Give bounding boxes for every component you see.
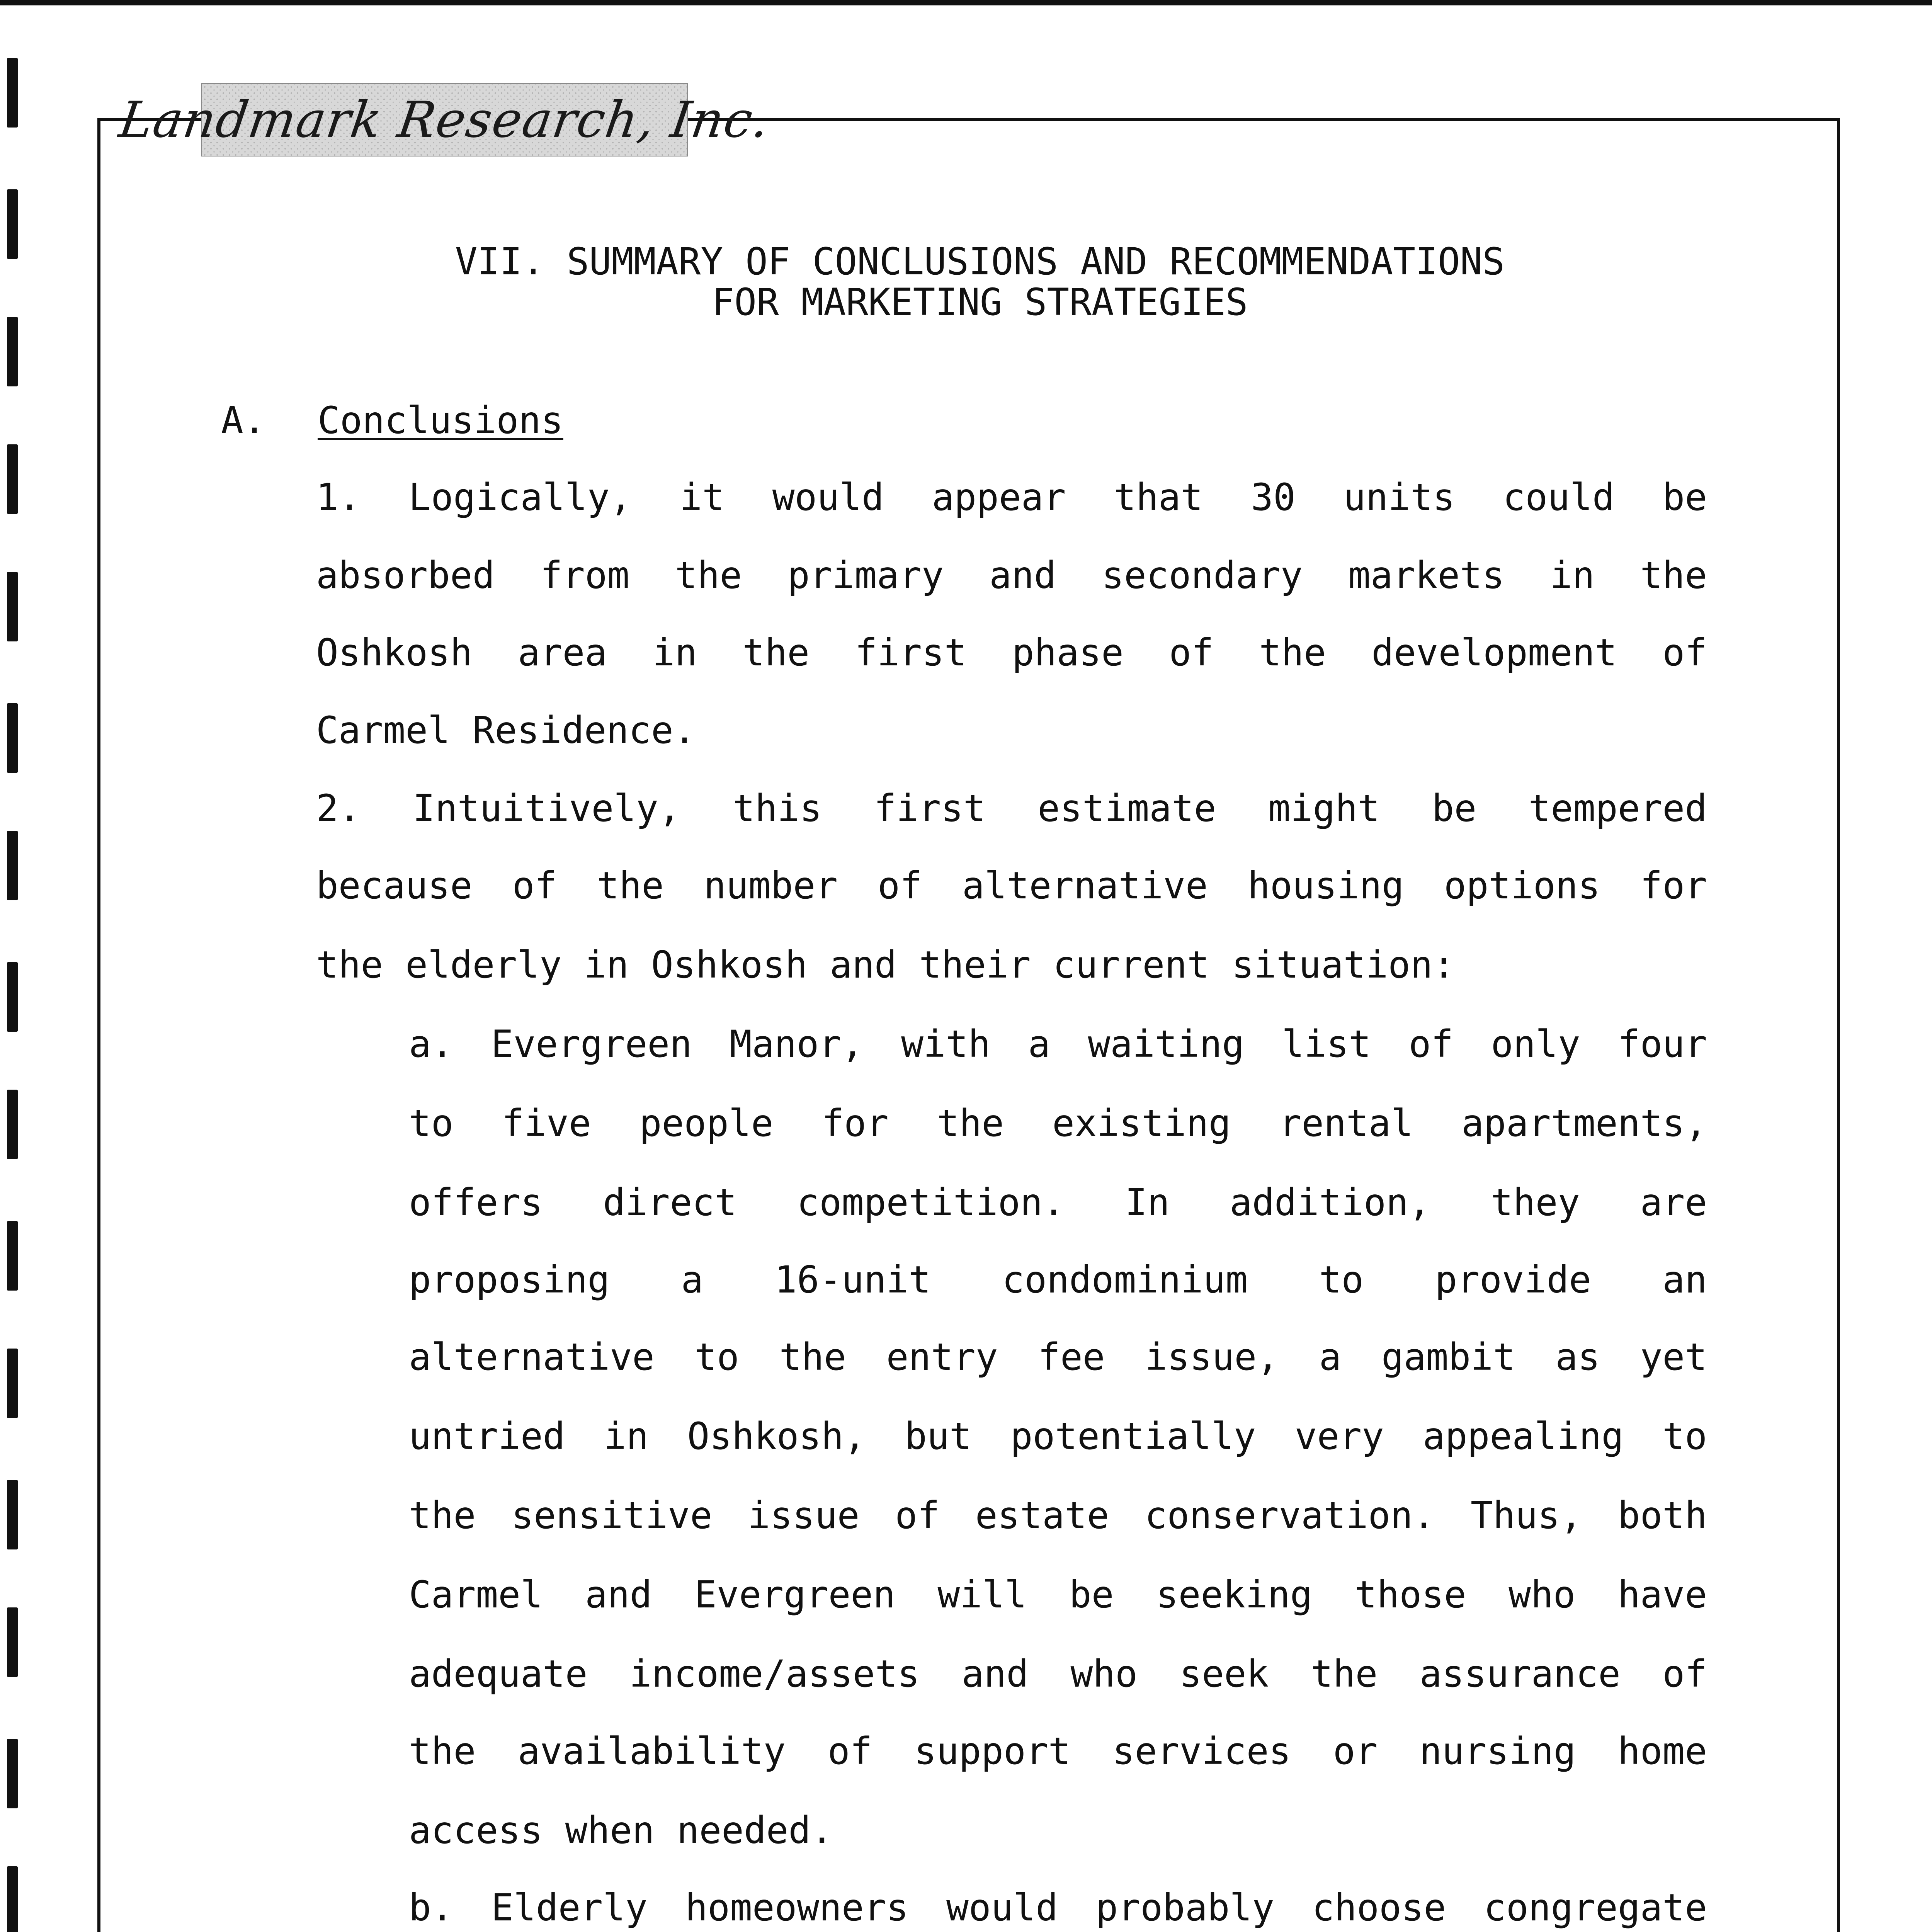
subsection-heading: Conclusions — [318, 399, 563, 442]
body-line: absorbed from the primary and secondary markets in the — [316, 554, 1707, 597]
binding-mark — [7, 1866, 18, 1932]
binding-mark — [7, 962, 18, 1032]
body-line: because of the number of alternative housing options for — [316, 864, 1707, 907]
binding-mark — [7, 572, 18, 641]
body-line: the sensitive issue of estate conservation. Thus, both — [409, 1494, 1707, 1537]
body-line: adequate income/assets and who seek the assurance of — [409, 1652, 1707, 1696]
body-line: Carmel and Evergreen will be seeking those who have — [409, 1573, 1707, 1616]
body-line: proposing a 16-unit condominium to provide an — [409, 1258, 1707, 1301]
body-line: offers direct competition. In addition, they are — [409, 1181, 1707, 1224]
binding-mark — [7, 444, 18, 514]
section-title-line-1: VII. SUMMARY OF CONCLUSIONS AND RECOMMENDATIONS — [455, 240, 1505, 283]
logo-text: Landmark Research, Inc. — [116, 91, 773, 149]
binding-mark — [7, 1480, 18, 1549]
body-line: a. Evergreen Manor, with a waiting list of only four — [409, 1022, 1707, 1066]
body-line: untried in Oshkosh, but potentially very appealing to — [409, 1415, 1707, 1458]
body-line: alternative to the entry fee issue, a gambit as yet — [409, 1335, 1707, 1379]
body-line: b. Elderly homeowners would probably choose congregate — [409, 1886, 1707, 1929]
binding-mark — [7, 703, 18, 773]
body-line: access when needed. — [409, 1809, 833, 1852]
binding-mark — [7, 58, 18, 128]
body-line: 2. Intuitively, this first estimate might be tempered — [316, 787, 1707, 830]
company-logo — [116, 83, 773, 156]
subsection-label: A. — [221, 399, 266, 442]
top-edge-rule — [0, 0, 1932, 5]
binding-mark — [7, 1090, 18, 1159]
body-line: Carmel Residence. — [316, 709, 696, 752]
body-line: to five people for the existing rental apartments, — [409, 1102, 1707, 1145]
binding-mark — [7, 1221, 18, 1291]
binding-mark — [7, 1349, 18, 1418]
binding-mark — [7, 1739, 18, 1808]
binding-mark — [7, 317, 18, 386]
binding-mark — [7, 831, 18, 900]
binding-mark — [7, 1607, 18, 1677]
body-line: the availability of support services or nursing home — [409, 1730, 1707, 1773]
body-line: Oshkosh area in the first phase of the development of — [316, 631, 1707, 674]
body-line: 1. Logically, it would appear that 30 units could be — [316, 476, 1707, 519]
section-title-line-2: FOR MARKETING STRATEGIES — [712, 281, 1248, 324]
body-line: the elderly in Oshkosh and their current situation: — [316, 943, 1455, 986]
